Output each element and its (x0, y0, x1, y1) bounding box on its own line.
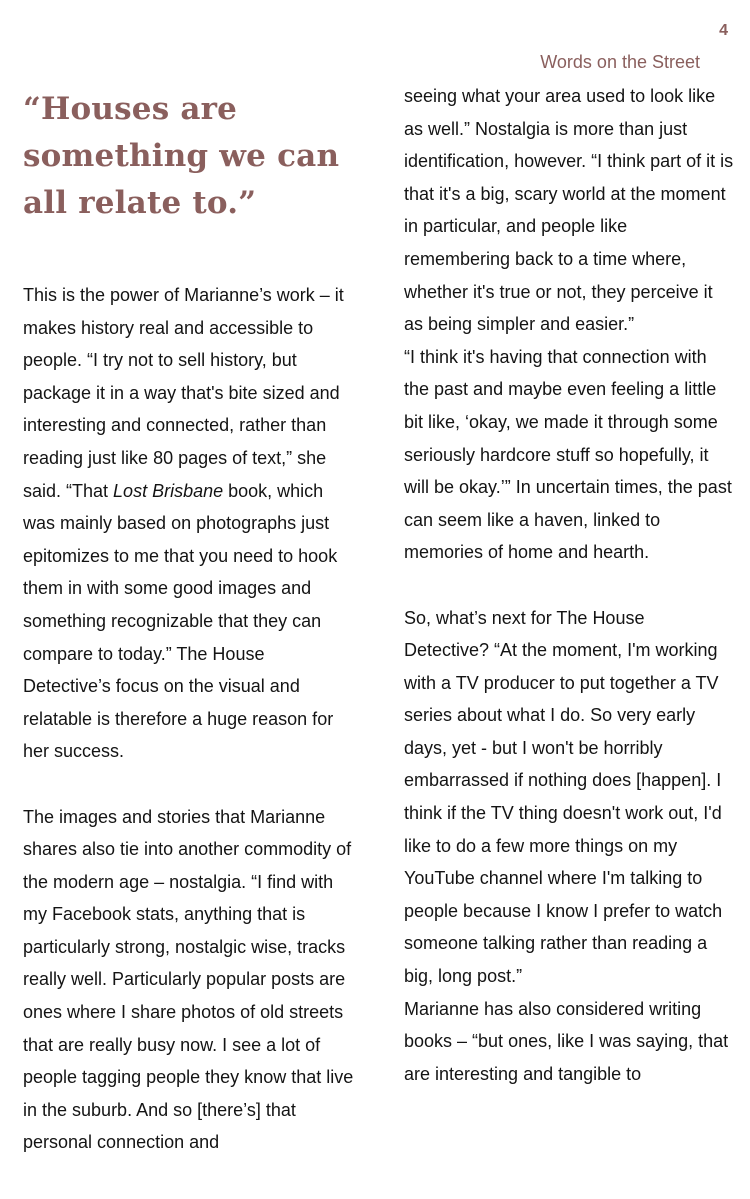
paragraph-text: book, which was mainly based on photographs just epitomizes to me that you need to hook them in with some good images and something recognizable that they can compare to today.” The House Detective’s focus on the visual and relatable is therefore a huge reason for her success. (23, 480, 338, 762)
paragraph-writing-books: Marianne has also considered writing books – “but ones, like I was saying, that are interesting and tangible to (404, 998, 729, 1084)
page-number: 4 (719, 22, 728, 39)
pull-quote: “Houses are something we can all relate to.” (23, 91, 340, 221)
right-column (404, 80, 734, 1090)
book-title-italic: Lost Brisbane (113, 480, 224, 501)
section-title: Words on the Street (540, 52, 700, 72)
paragraph-whats-next: So, what’s next for The House Detective? “At the moment, I'm working with a TV producer to put together a TV series about what I do. So very early days, yet - but I won't be horribly embarrassed if nothing does [happen]. I think if the TV thing doesn't work out, I'd like to do a few more things on my YouTube channel where I'm talking to people because I know I prefer to watch someone talking rather than reading a big, long post.” (404, 607, 723, 987)
paragraph-continued: seeing what your area used to look like as well.” Nostalgia is more than just identification, however. “I think part of it is that it's a big, scary world at the moment in particular, and people like remembering back to a time where, whether it's true or not, they perceive it as being simpler and easier.” (404, 86, 734, 335)
left-column (23, 86, 355, 1159)
paragraph-nostalgia: The images and stories that Marianne shares also tie into another commodity of the modern age – nostalgia. “I find with my Facebook stats, anything that is particularly strong, nostalgic wise, tracks really well. Particularly popular posts are ones where I share photos of old streets that are really busy now. I see a lot of people tagging people they know that live in the suburb. And so [there’s] that personal connection and (23, 806, 354, 1153)
paragraph-connection-past: “I think it's having that connection with the past and maybe even feeling a little bit like, ‘okay, we made it through some seriously hardcore stuff so hopefully, it will be okay.’” In uncertain times, the past can seem like a haven, linked to memories of home and hearth. (404, 346, 732, 563)
paragraph-text: This is the power of Marianne’s work – it makes history real and accessible to people. “I try not to sell history, but package it in a way that's bite sized and interesting and connected, rather than reading just like 80 pages of text,” she said. “That (23, 285, 344, 501)
paragraph-power-of-work (23, 279, 355, 768)
